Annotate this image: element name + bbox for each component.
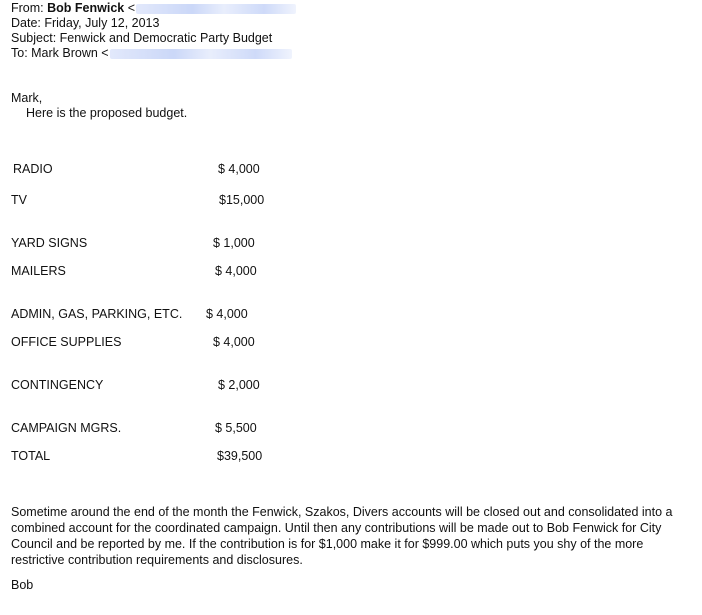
redacted-email (136, 4, 296, 14)
budget-item-amount: $ 4,000 (218, 162, 260, 176)
to-label: To: Mark Brown < (11, 46, 109, 60)
budget-item-label: ADMIN, GAS, PARKING, ETC. (11, 307, 183, 321)
date-line: Date: Friday, July 12, 2013 (11, 16, 160, 30)
redacted-email (110, 49, 292, 59)
closing-paragraph: Sometime around the end of the month the Fenwick, Szakos, Divers accounts will be closed out and consolidated into a combined account for the coordinated campaign. Until then any contributions will be made out to Bob Fenwick for City Council and be reported by me. If the contribution is for $1,000 make it for $999.00 which puts you shy of the more restrictive contribution requirements and disclosures. (11, 505, 673, 567)
from-bracket: < (127, 1, 136, 15)
budget-item-amount: $ 4,000 (206, 307, 248, 321)
budget-item-amount: $ 2,000 (218, 378, 260, 392)
intro-line: Here is the proposed budget. (26, 106, 188, 120)
from-line (11, 1, 296, 16)
subject-line: Subject: Fenwick and Democratic Party Budget (11, 31, 273, 45)
budget-item-label: TV (11, 193, 27, 207)
from-label: From: (11, 1, 44, 15)
budget-item-label: YARD SIGNS (11, 236, 88, 250)
greeting: Mark, (11, 91, 43, 105)
sender-name: Bob Fenwick (47, 1, 125, 15)
budget-total-label: TOTAL (11, 449, 51, 463)
budget-item-label: RADIO (13, 162, 53, 176)
budget-item-amount: $ 5,500 (215, 421, 257, 435)
to-line (11, 46, 292, 61)
budget-item-label: CONTINGENCY (11, 378, 104, 392)
budget-item-amount: $ 4,000 (213, 335, 255, 349)
budget-item-amount: $ 4,000 (215, 264, 257, 278)
budget-item-amount: $15,000 (219, 193, 265, 207)
budget-item-label: OFFICE SUPPLIES (11, 335, 122, 349)
budget-item-label: CAMPAIGN MGRS. (11, 421, 122, 435)
budget-total-amount: $39,500 (217, 449, 263, 463)
budget-item-amount: $ 1,000 (213, 236, 255, 250)
budget-item-label: MAILERS (11, 264, 66, 278)
signature: Bob (11, 578, 34, 592)
